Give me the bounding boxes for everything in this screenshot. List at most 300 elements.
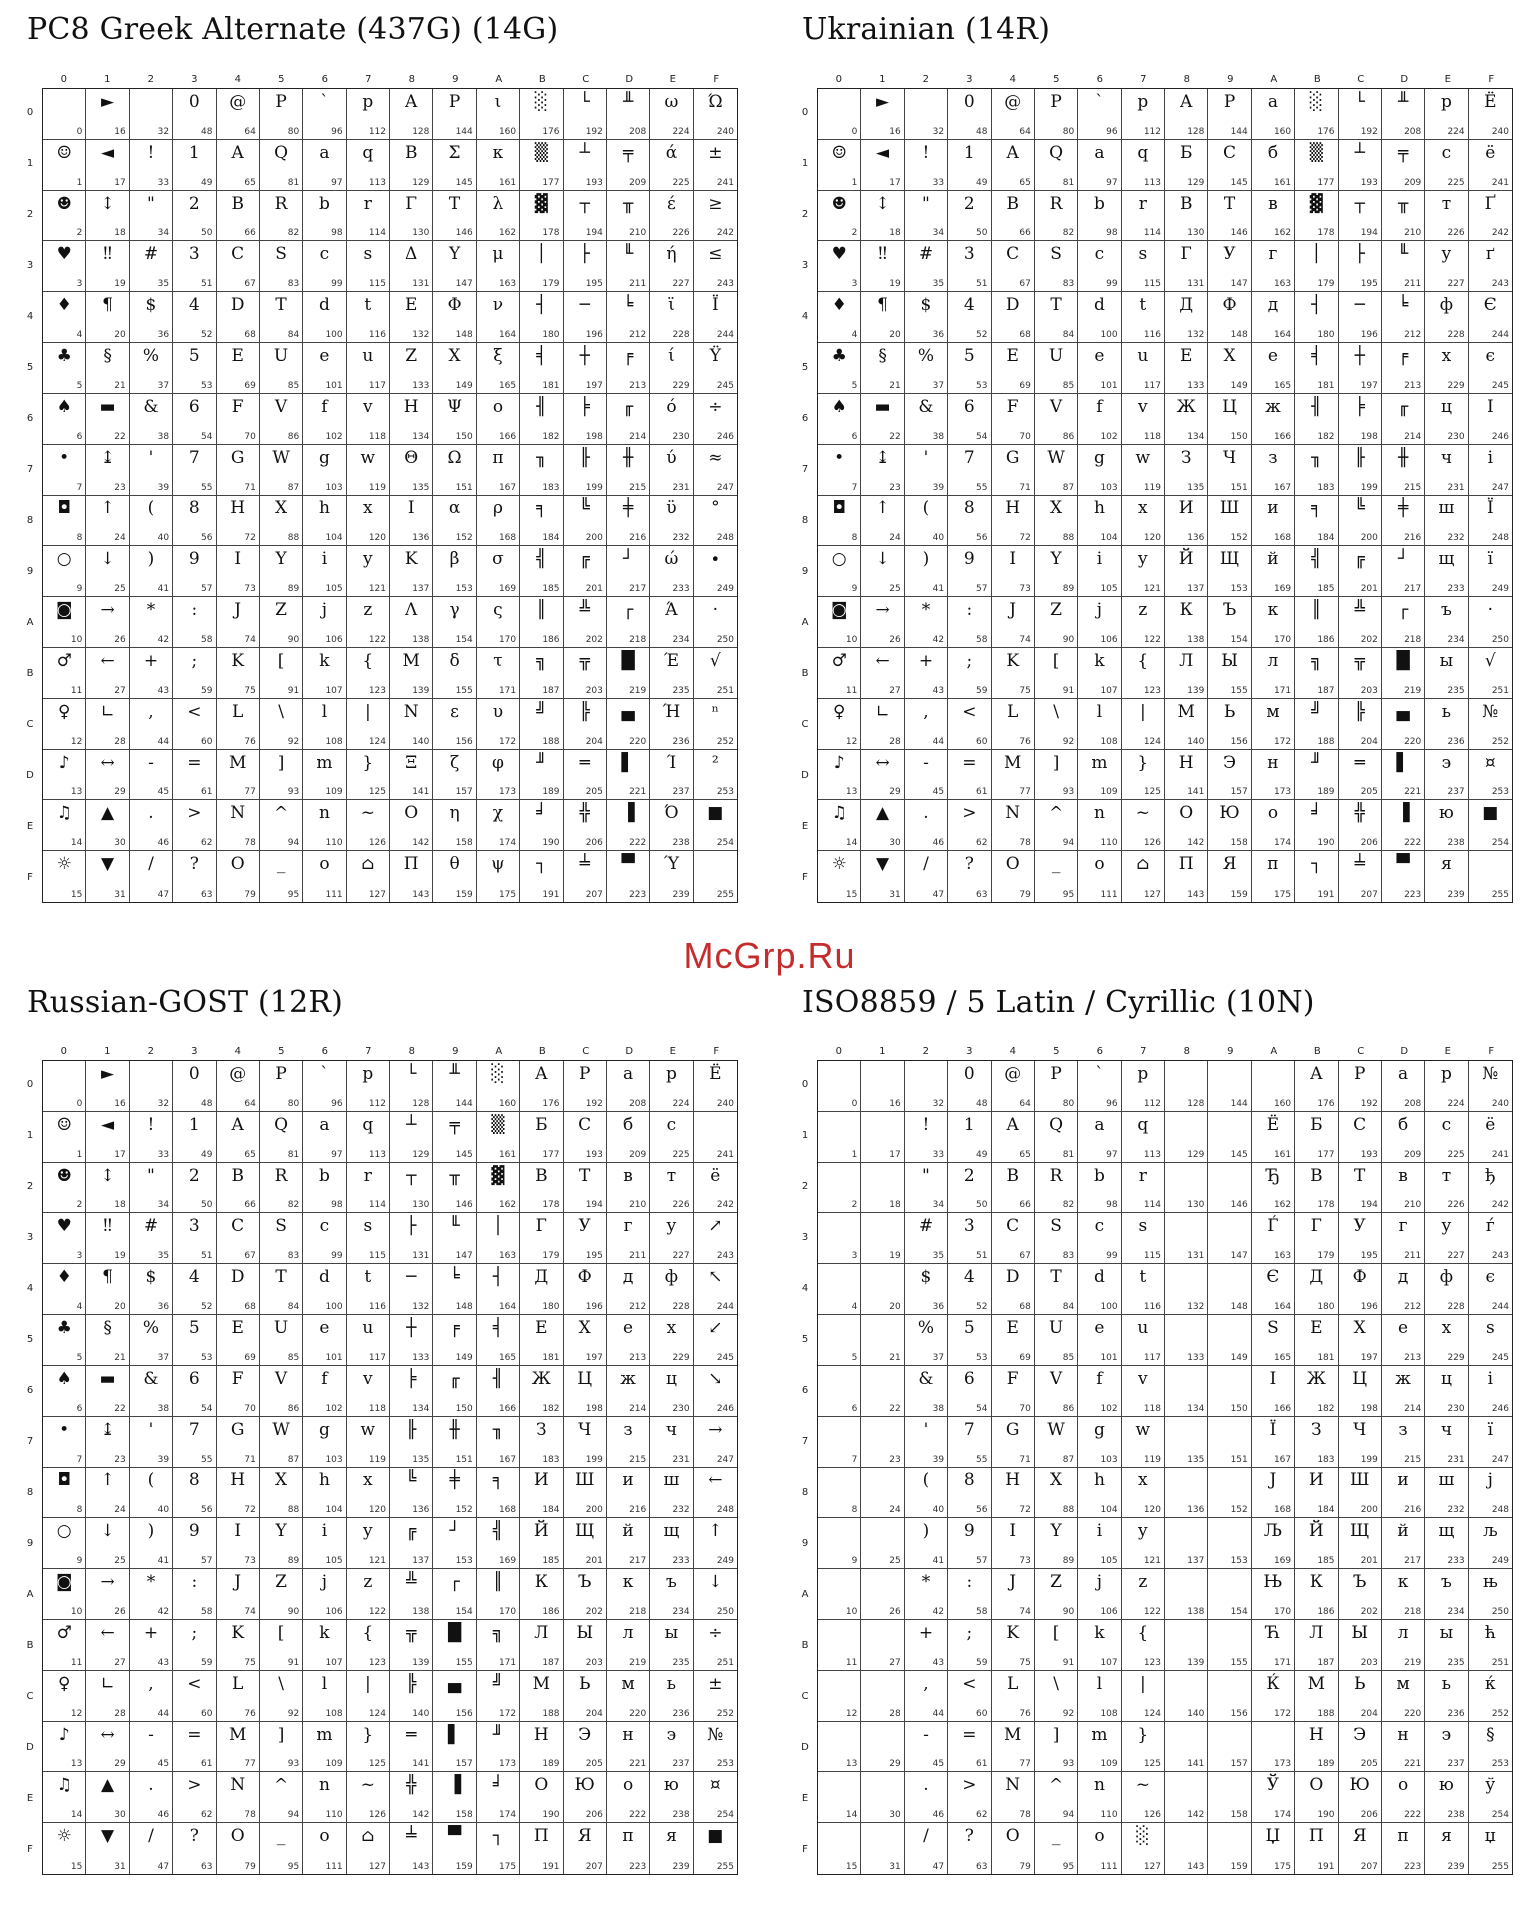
char-glyph: ⌂ xyxy=(361,1826,375,1847)
char-code: 215 xyxy=(1404,1454,1422,1465)
char-glyph: ╢ xyxy=(536,396,547,417)
char-code: 6 xyxy=(76,1403,83,1414)
char-glyph: ╠ xyxy=(406,1673,417,1694)
char-glyph: З xyxy=(1180,447,1192,468)
char-cell xyxy=(130,191,173,242)
char-code: 9 xyxy=(76,1556,83,1567)
char-glyph: ↗ xyxy=(708,1216,723,1237)
char-code: 251 xyxy=(716,685,734,696)
char-cell xyxy=(818,394,861,445)
char-cell xyxy=(1425,140,1468,191)
char-code: 192 xyxy=(585,126,603,137)
char-code: 239 xyxy=(1447,890,1465,900)
char-glyph: М xyxy=(1307,1673,1326,1694)
char-cell xyxy=(1425,343,1468,394)
char-code: 252 xyxy=(716,736,734,747)
char-code: 163 xyxy=(1273,1251,1292,1262)
char-glyph: ◙ xyxy=(830,600,848,621)
char-glyph: м xyxy=(1266,701,1280,722)
char-glyph: ┌ xyxy=(1397,600,1409,621)
char-code: 162 xyxy=(1273,228,1292,239)
row-header: B xyxy=(801,667,809,679)
char-cell xyxy=(86,1468,129,1519)
char-cell xyxy=(905,1823,948,1874)
char-glyph: Щ xyxy=(574,1521,595,1542)
row-header: 3 xyxy=(26,1232,34,1244)
column-header: F xyxy=(713,1046,720,1057)
char-cell xyxy=(347,1366,390,1417)
char-code: 23 xyxy=(114,1454,126,1465)
char-cell xyxy=(1425,851,1468,902)
char-code: 189 xyxy=(1317,787,1335,798)
char-code: 53 xyxy=(976,380,988,391)
char-glyph: [ xyxy=(277,650,285,671)
char-cell xyxy=(694,648,737,699)
char-glyph: 7 xyxy=(188,447,200,468)
char-glyph: ▌ xyxy=(1396,752,1410,773)
char-cell xyxy=(694,1671,737,1722)
char-glyph: И xyxy=(1178,498,1194,519)
char-cell xyxy=(390,1468,433,1519)
char-glyph: ц xyxy=(1440,396,1452,417)
char-code: 151 xyxy=(1230,482,1248,493)
char-cell xyxy=(1469,1772,1512,1823)
row-header: D xyxy=(801,1741,809,1753)
char-code: 37 xyxy=(157,380,170,391)
char-code: 66 xyxy=(244,1200,256,1211)
char-cell xyxy=(1469,750,1512,801)
row-header: E xyxy=(801,1792,809,1804)
char-code: 198 xyxy=(1360,431,1378,442)
char-code: 71 xyxy=(1019,482,1031,493)
char-glyph: 6 xyxy=(188,396,200,417)
char-cell xyxy=(130,140,173,191)
char-cell xyxy=(1208,1112,1251,1163)
char-code: 105 xyxy=(1100,584,1118,595)
char-cell xyxy=(948,1061,991,1112)
char-code: 78 xyxy=(1019,1810,1031,1821)
char-glyph: ^ xyxy=(273,1775,289,1796)
char-code: 160 xyxy=(498,126,517,137)
char-glyph: N xyxy=(230,803,246,824)
char-code: 205 xyxy=(1360,1759,1378,1770)
char-code: 187 xyxy=(1317,1657,1335,1668)
char-code: 21 xyxy=(114,1352,126,1363)
char-code: 253 xyxy=(716,1759,734,1770)
char-cell xyxy=(1208,1163,1251,1214)
char-code: 34 xyxy=(932,228,945,239)
char-glyph: ѕ xyxy=(1485,1318,1495,1339)
char-glyph: Z xyxy=(1050,1572,1062,1593)
char-cell xyxy=(433,241,476,292)
row-header: B xyxy=(801,1639,809,1651)
char-cell xyxy=(130,699,173,750)
char-glyph: ϋ xyxy=(666,498,677,519)
char-glyph xyxy=(1165,1218,1207,1235)
char-code: 109 xyxy=(325,1759,343,1770)
char-code: 37 xyxy=(932,1352,945,1363)
char-code: 70 xyxy=(1019,431,1031,442)
char-cell xyxy=(992,89,1035,140)
char-glyph: ┴ xyxy=(579,142,590,163)
char-cell xyxy=(43,292,86,343)
char-code: 194 xyxy=(1360,1200,1378,1211)
char-code: 112 xyxy=(1143,126,1161,137)
char-code: 44 xyxy=(157,736,170,747)
char-cell xyxy=(905,1620,948,1671)
char-glyph: Т xyxy=(1354,1165,1366,1186)
char-cell xyxy=(43,496,86,547)
char-code: 133 xyxy=(1187,1352,1205,1363)
char-code: 54 xyxy=(976,431,988,442)
char-cell xyxy=(390,800,433,851)
char-code: 72 xyxy=(244,1505,256,1516)
char-glyph: / xyxy=(148,854,154,875)
char-code: 38 xyxy=(157,1403,170,1414)
char-glyph: ° xyxy=(711,498,720,519)
char-cell xyxy=(1295,1163,1338,1214)
char-glyph: $ xyxy=(920,295,932,316)
char-code: 180 xyxy=(542,330,560,341)
char-glyph: ♀ xyxy=(57,701,71,722)
char-code: 161 xyxy=(1273,1149,1292,1160)
char-code: 235 xyxy=(672,1657,690,1668)
char-code: 109 xyxy=(325,787,343,798)
char-glyph: а xyxy=(1267,91,1278,112)
char-glyph: & xyxy=(918,396,934,417)
char-cell xyxy=(1035,1213,1078,1264)
char-cell xyxy=(1339,1315,1382,1366)
char-glyph: ю xyxy=(664,1775,679,1796)
char-code: 185 xyxy=(542,1556,560,1567)
column-header: 1 xyxy=(104,1046,111,1057)
char-glyph: м xyxy=(1396,1673,1410,1694)
char-code: 131 xyxy=(412,279,430,290)
char-glyph: 5 xyxy=(963,1318,975,1339)
char-code: 209 xyxy=(1404,1149,1422,1160)
char-code: 196 xyxy=(585,330,603,341)
char-glyph: Μ xyxy=(402,650,420,671)
char-cell xyxy=(948,1213,991,1264)
char-code: 22 xyxy=(114,431,126,442)
char-code: 29 xyxy=(889,787,901,798)
char-glyph: { xyxy=(1137,650,1149,671)
char-glyph: f xyxy=(1096,396,1103,417)
char-cell xyxy=(1208,597,1251,648)
char-cell xyxy=(1078,1468,1121,1519)
char-glyph: 8 xyxy=(963,498,975,519)
char-cell xyxy=(1425,1722,1468,1773)
char-glyph xyxy=(905,94,947,111)
char-code: 217 xyxy=(1404,1556,1422,1567)
char-cell xyxy=(861,292,904,343)
char-glyph: ρ xyxy=(492,498,503,519)
char-glyph: D xyxy=(1005,295,1020,316)
char-code: 8 xyxy=(76,533,83,544)
char-glyph: . xyxy=(148,803,154,824)
char-cell xyxy=(1469,1366,1512,1417)
char-cell xyxy=(260,496,303,547)
char-cell xyxy=(564,1112,607,1163)
char-glyph: ► xyxy=(101,91,115,112)
char-glyph xyxy=(1165,1777,1207,1794)
char-cell xyxy=(1078,1112,1121,1163)
char-glyph xyxy=(1165,1066,1207,1083)
char-glyph: Ц xyxy=(1222,396,1237,417)
char-glyph: н xyxy=(1267,752,1279,773)
char-code: 144 xyxy=(1230,126,1248,137)
char-glyph: % xyxy=(142,1318,160,1339)
char-cell xyxy=(433,292,476,343)
char-cell xyxy=(477,140,520,191)
char-code: 42 xyxy=(157,1606,170,1617)
char-glyph: 8 xyxy=(188,1470,200,1491)
char-cell xyxy=(1165,1264,1208,1315)
char-cell xyxy=(564,1213,607,1264)
char-code: 170 xyxy=(1273,1606,1292,1617)
char-cell xyxy=(905,191,948,242)
char-glyph: Б xyxy=(1310,1114,1323,1135)
char-code: 48 xyxy=(976,126,988,137)
char-cell xyxy=(1425,241,1468,292)
char-code: 35 xyxy=(932,279,945,290)
char-code: 78 xyxy=(244,838,256,849)
char-glyph: ↔ xyxy=(875,752,890,773)
char-cell xyxy=(173,292,216,343)
char-cell xyxy=(1252,800,1295,851)
char-glyph: ? xyxy=(964,854,974,875)
char-glyph: e xyxy=(1094,1318,1105,1339)
char-code: 15 xyxy=(845,1862,858,1872)
char-glyph: і xyxy=(1487,1368,1494,1389)
char-glyph: ─ xyxy=(1354,295,1365,316)
char-code: 30 xyxy=(114,1810,126,1821)
char-cell xyxy=(477,191,520,242)
char-glyph: ‼ xyxy=(878,244,888,265)
char-cell xyxy=(1035,1112,1078,1163)
char-code: 103 xyxy=(325,482,343,493)
char-glyph: θ xyxy=(449,854,460,875)
char-cell xyxy=(1339,597,1382,648)
char-code: 46 xyxy=(932,838,945,849)
char-code: 197 xyxy=(1360,1352,1378,1363)
char-code: 170 xyxy=(498,634,517,645)
char-glyph xyxy=(818,94,860,111)
char-glyph: Р xyxy=(578,1063,591,1084)
char-code: 241 xyxy=(1491,177,1509,188)
char-glyph: " xyxy=(147,193,155,214)
char-code: 80 xyxy=(1062,126,1075,137)
char-code: 64 xyxy=(244,1098,256,1109)
char-glyph: В xyxy=(1310,1165,1323,1186)
char-glyph: ▌ xyxy=(621,752,635,773)
char-code: 23 xyxy=(889,482,901,493)
char-code: 232 xyxy=(672,533,690,544)
char-cell xyxy=(948,750,991,801)
char-code: 46 xyxy=(932,1810,945,1821)
char-code: 60 xyxy=(201,736,213,747)
char-code: 222 xyxy=(629,1810,647,1821)
char-code: 13 xyxy=(70,1759,83,1770)
char-code: 246 xyxy=(716,431,734,442)
char-cell xyxy=(694,800,737,851)
char-cell xyxy=(1078,1264,1121,1315)
char-glyph xyxy=(905,1066,947,1083)
char-code: 219 xyxy=(629,685,647,696)
char-glyph: Е xyxy=(1179,346,1193,367)
char-cell xyxy=(694,191,737,242)
char-glyph: ╫ xyxy=(622,447,634,468)
char-code: 170 xyxy=(1273,634,1292,645)
char-code: 150 xyxy=(1230,1403,1248,1414)
char-code: 69 xyxy=(1019,380,1031,391)
char-cell xyxy=(1208,1722,1251,1773)
column-header: B xyxy=(1313,74,1321,85)
char-cell xyxy=(1078,191,1121,242)
char-cell xyxy=(43,1315,86,1366)
char-glyph: * xyxy=(921,1572,931,1593)
char-glyph: Ж xyxy=(1306,1368,1326,1389)
char-cell xyxy=(347,1315,390,1366)
char-cell xyxy=(948,394,991,445)
char-glyph: ┘ xyxy=(622,549,634,570)
char-cell xyxy=(477,89,520,140)
char-glyph xyxy=(818,1828,860,1845)
char-glyph: w xyxy=(360,1419,376,1440)
char-code: 159 xyxy=(455,890,473,900)
char-cell xyxy=(433,1213,476,1264)
char-code: 254 xyxy=(716,838,734,849)
char-glyph: ι xyxy=(494,91,502,112)
char-cell xyxy=(1122,1163,1165,1214)
row-header: 1 xyxy=(801,158,809,170)
char-code: 136 xyxy=(1187,1505,1205,1516)
char-code: 229 xyxy=(1447,380,1465,391)
char-cell xyxy=(43,1569,86,1620)
char-cell xyxy=(1208,1264,1251,1315)
char-glyph: v xyxy=(1138,1368,1148,1389)
char-code: 202 xyxy=(585,1606,603,1617)
char-glyph: ╘ xyxy=(1397,295,1409,316)
char-glyph: А xyxy=(534,1063,548,1084)
char-code: 254 xyxy=(716,1810,734,1821)
char-glyph: о xyxy=(1267,803,1279,824)
char-code: 217 xyxy=(629,584,647,595)
char-cell xyxy=(1078,1772,1121,1823)
char-cell xyxy=(1252,191,1295,242)
char-cell xyxy=(347,394,390,445)
char-code: 186 xyxy=(542,634,560,645)
column-header: F xyxy=(713,74,720,85)
char-code: 115 xyxy=(1143,279,1161,290)
column-header: B xyxy=(1313,1046,1321,1057)
char-code: 198 xyxy=(585,431,603,442)
char-code: 229 xyxy=(1447,1352,1465,1363)
char-glyph: ∟ xyxy=(875,701,890,722)
char-glyph: ╪ xyxy=(1397,498,1409,519)
char-code: 91 xyxy=(1062,1657,1075,1668)
char-code: 223 xyxy=(629,890,647,900)
char-code: 128 xyxy=(412,126,430,137)
char-cell xyxy=(1469,241,1512,292)
char-code: 24 xyxy=(114,1505,126,1516)
char-glyph: 8 xyxy=(963,1470,975,1491)
char-code: 237 xyxy=(672,787,690,798)
char-glyph: ] xyxy=(277,1724,285,1745)
char-cell xyxy=(1295,1468,1338,1519)
char-glyph: У xyxy=(1353,1216,1366,1237)
char-code: 165 xyxy=(1273,380,1292,391)
char-code: 56 xyxy=(976,533,988,544)
column-header: 3 xyxy=(966,1046,973,1057)
char-cell xyxy=(477,1569,520,1620)
char-cell xyxy=(1165,648,1208,699)
char-glyph: н xyxy=(622,1724,634,1745)
column-header: D xyxy=(1400,74,1409,85)
char-cell xyxy=(861,1315,904,1366)
char-glyph: n xyxy=(318,1775,330,1796)
char-glyph: ╣ xyxy=(1311,549,1322,570)
char-code: 213 xyxy=(629,1352,647,1363)
char-code: 159 xyxy=(1230,890,1248,900)
char-code: 129 xyxy=(412,1149,430,1160)
char-cell xyxy=(1339,343,1382,394)
char-glyph: υ xyxy=(492,701,504,722)
char-code: 255 xyxy=(1491,1862,1509,1872)
char-cell xyxy=(905,699,948,750)
char-cell xyxy=(1295,191,1338,242)
char-glyph: ◙ xyxy=(55,1572,73,1593)
char-glyph: џ xyxy=(1484,1826,1496,1847)
char-cell xyxy=(520,800,563,851)
char-code: 44 xyxy=(932,1708,945,1719)
char-glyph: p xyxy=(1137,91,1149,112)
char-code: 207 xyxy=(1360,1862,1378,1872)
char-code: 45 xyxy=(157,787,170,798)
char-code: 66 xyxy=(244,228,256,239)
char-glyph: ы xyxy=(1439,650,1454,671)
char-cell xyxy=(1295,1823,1338,1874)
char-code: 238 xyxy=(1447,838,1465,849)
char-code: 217 xyxy=(1404,584,1422,595)
char-cell xyxy=(1382,1671,1425,1722)
char-glyph: 4 xyxy=(188,1267,200,1288)
char-code: 40 xyxy=(932,533,945,544)
char-cell xyxy=(607,241,650,292)
char-code: 135 xyxy=(1187,482,1205,493)
char-code: 116 xyxy=(368,1302,386,1313)
char-code: 221 xyxy=(629,1759,647,1770)
panel-title: Ukrainian (14R) xyxy=(802,12,1051,47)
char-glyph xyxy=(818,1625,860,1642)
char-code: 210 xyxy=(1404,228,1422,239)
char-glyph: ъ xyxy=(1441,600,1452,621)
char-glyph: T xyxy=(1050,295,1062,316)
char-code: 171 xyxy=(1273,685,1292,696)
char-code: 218 xyxy=(1404,634,1422,645)
char-glyph: Р xyxy=(1223,91,1236,112)
char-glyph xyxy=(1208,1625,1250,1642)
char-glyph: Т xyxy=(1223,193,1236,214)
char-code: 175 xyxy=(498,1862,517,1872)
char-cell xyxy=(520,241,563,292)
char-code: 117 xyxy=(1143,1352,1161,1363)
char-glyph: ↔ xyxy=(100,1724,115,1745)
char-glyph xyxy=(1208,1777,1250,1794)
char-cell xyxy=(86,1264,129,1315)
char-cell xyxy=(433,1569,476,1620)
char-cell xyxy=(1295,1671,1338,1722)
